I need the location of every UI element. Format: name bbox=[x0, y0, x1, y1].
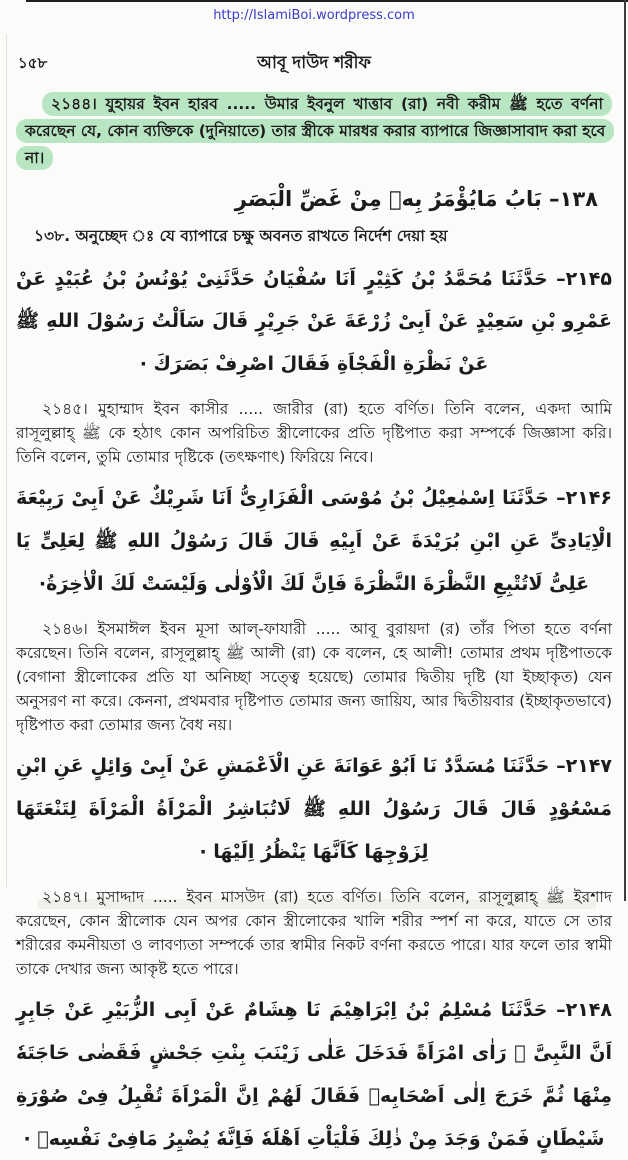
hadith-2145-arabic-text: ۲۱۴۵– حَدَّثَنَا مُحَمَّدُ بْنُ كَثِيْرٍ اَنَا سُفْيَانُ حَدَّثَنِىْ يُوْنُسُ بْنُ عُبَيْدٍ عَنْ عَمْرِو بْنِ سَعِيْدٍ عَنْ اَبِىْ زُرْعَةَ عَنْ جَرِيْرٍ قَالَ سَاَلْتُ رَسُوْلَ اللهِ ﷺ عَنْ نَظْرَةِ الْفَجْاَةِ فَقَالَ اصْرِفْ بَصَرَكَ · bbox=[16, 267, 612, 375]
hadith-2147-arabic-text: ۲۱۴۷– حَدَّثَنَا مُسَدَّدٌ نَا اَبُوْ عَوَانَةَ عَنِ الْاَعْمَشِ عَنْ اَبِىْ وَائِلٍ عَنِ ابْنِ مَسْعُوْدٍ قَالَ قَالَ رَسُوْلُ اللهِ ﷺ لَاتُبَاشِرُ الْمَرْاَةُ الْمَرْاَةَ لِتَنْعَتَهَا لِزَوْجِهَا كَاَنَّهَا يَنْظُرُ اِلَيْهَا · bbox=[16, 755, 612, 863]
hadith-2145-bengali-text: ২১৪৫। মুহাম্মাদ ইবন কাসীর ..... জারীর (রা) হতে বর্ণিত। তিনি বলেন, একদা আমি রাসূলুল্লাহ্ ﷺ কে হঠাৎ কোন অপরিচিত স্ত্রীলোকের প্রতি দৃষ্টিপাত করা সম্পর্কে জিজ্ঞাসা করি। তিনি বলেন, তুমি তোমার দৃষ্টিকে (তৎক্ষণাৎ) ফিরিয়ে নিবে। bbox=[16, 399, 612, 467]
hadith-2147-bengali-text: ২১৪৭। মুসাদ্দাদ ..... ইবন মাসউদ (রা) হতে বর্ণিত। তিনি বলেন, রাসূলুল্লাহ্ ﷺ ইরশাদ করেছেন, কোন স্ত্রীলোক যেন অপর কোন স্ত্রীলোকের খালি শরীর স্পর্শ না করে, যাতে সে তার শরীরের কমনীয়তা ও লাবণ্যতা সম্পর্কে তার স্বামীর নিকট বর্ণনা করতে পারে। যার ফলে তার স্বামী তাকে দেখার জন্য আকৃষ্ট হতে পারে। bbox=[16, 887, 613, 979]
page-header bbox=[16, 50, 612, 72]
hadith-2144-highlighted-paragraph bbox=[16, 91, 612, 172]
hadith-2146-bengali-text: ২১৪৬। ইসমাঈল ইবন মূসা আল্-ফাযারী ..... আবূ বুরায়দা (র) তাঁর পিতা হতে বর্ণনা করেছেন। তিনি বলেন, রাসূলুল্লাহ্ ﷺ আলী (রা) কে বলেন, হে আলী! তোমার প্রথম দৃষ্টিপাতকে (বেগানা স্ত্রীলোকের প্রতি যা অনিচ্ছা সত্ত্বে হয়েছে) তোমার দ্বিতীয় দৃষ্টি (যা ইচ্ছাকৃত) যেন অনুসরণ না করে। কেননা, প্রথমবার দৃষ্টিপাত তোমার জন্য জায়িয, আর দ্বিতীয়বার (ইচ্ছাকৃতভাবে) দৃষ্টিপাত করা তোমার জন্য বৈধ নয়। bbox=[16, 619, 613, 735]
chapter-138-bengali-heading: ১৩৮. অনুচ্ছেদ ঃ যে ব্যাপারে চক্ষু অবনত রাখতে নির্দেশ দেয়া হয় bbox=[34, 226, 448, 245]
source-url-link[interactable]: http://IslamiBoi.wordpress.com bbox=[213, 8, 415, 23]
book-title: আবূ দাউদ শরীফ bbox=[257, 53, 371, 73]
hadith-2148-arabic-text: ۲۱۴۸– حَدَّثَنَا مُسْلِمُ بْنُ اِبْرَاهِيْمَ نَا هِشَامٌ عَنْ اَبِى الزُّبَيْرِ عَنْ جَابِرٍ اَنَّ النَّبِىَّ ﷺ رَاٰى امْرَاَةً فَدَخَلَ عَلٰى زَيْنَبَ بِنْتِ جَحْشٍ فَقَضٰى حَاجَتَهٗ مِنْهَا ثُمَّ خَرَجَ اِلٰى اَصْحَابِهٖ فَقَالَ لَهُمْ اِنَّ الْمَرْاَةَ تُقْبِلُ فِىْ صُوْرَةِ شَيْطَانٍ فَمَنْ وَجَدَ مِنْ ذٰلِكَ فَلْيَاْتِ اَهْلَهٗ فَاِنَّهٗ يُضْيِرُ مَافِىْ نَفْسِهٖ · bbox=[16, 999, 612, 1150]
hadith-2146-arabic-text: ۲۱۴۶– حَدَّثَنَا اِسْمٰعِيْلُ بْنُ مُوْسَى الْفَزَارِىُّ اَنَا شَرِيْكٌ عَنْ اَبِىْ رَبِيْعَةَ الْاِيَادِىِّ عَنِ ابْنِ بُرَيْدَةَ عَنْ اَبِيْهِ قَالَ قَالَ رَسُوْلُ اللهِ ﷺ لِعَلِىٍّ يَا عَلِىُّ لَاتُتْبِعِ النَّظْرَةَ النَّظْرَةَ فَاِنَّ لَكَ الْاُوْلٰى وَلَيْسَتْ لَكَ الْاٰخِرَةُ· bbox=[16, 487, 612, 595]
page-number: ১৫৮ bbox=[18, 54, 48, 72]
green-highlight-text: ২১৪৪। যুহায়র ইবন হারব ..... উমার ইবনুল খাত্তাব (রা) নবী করীম ﷺ হতে বর্ণনা করেছেন যে, কোন ব্যক্তিকে (দুনিয়াতে) তার স্ত্রীকে মারধর করার ব্যাপারে জিজ্ঞাসাবাদ করা হবে না। bbox=[16, 92, 614, 170]
chapter-138-arabic-heading: ۱۳۸– بَابُ مَايُؤْمَرُ بِهٖ مِنْ غَضِّ الْبَصَرِ bbox=[234, 187, 598, 211]
